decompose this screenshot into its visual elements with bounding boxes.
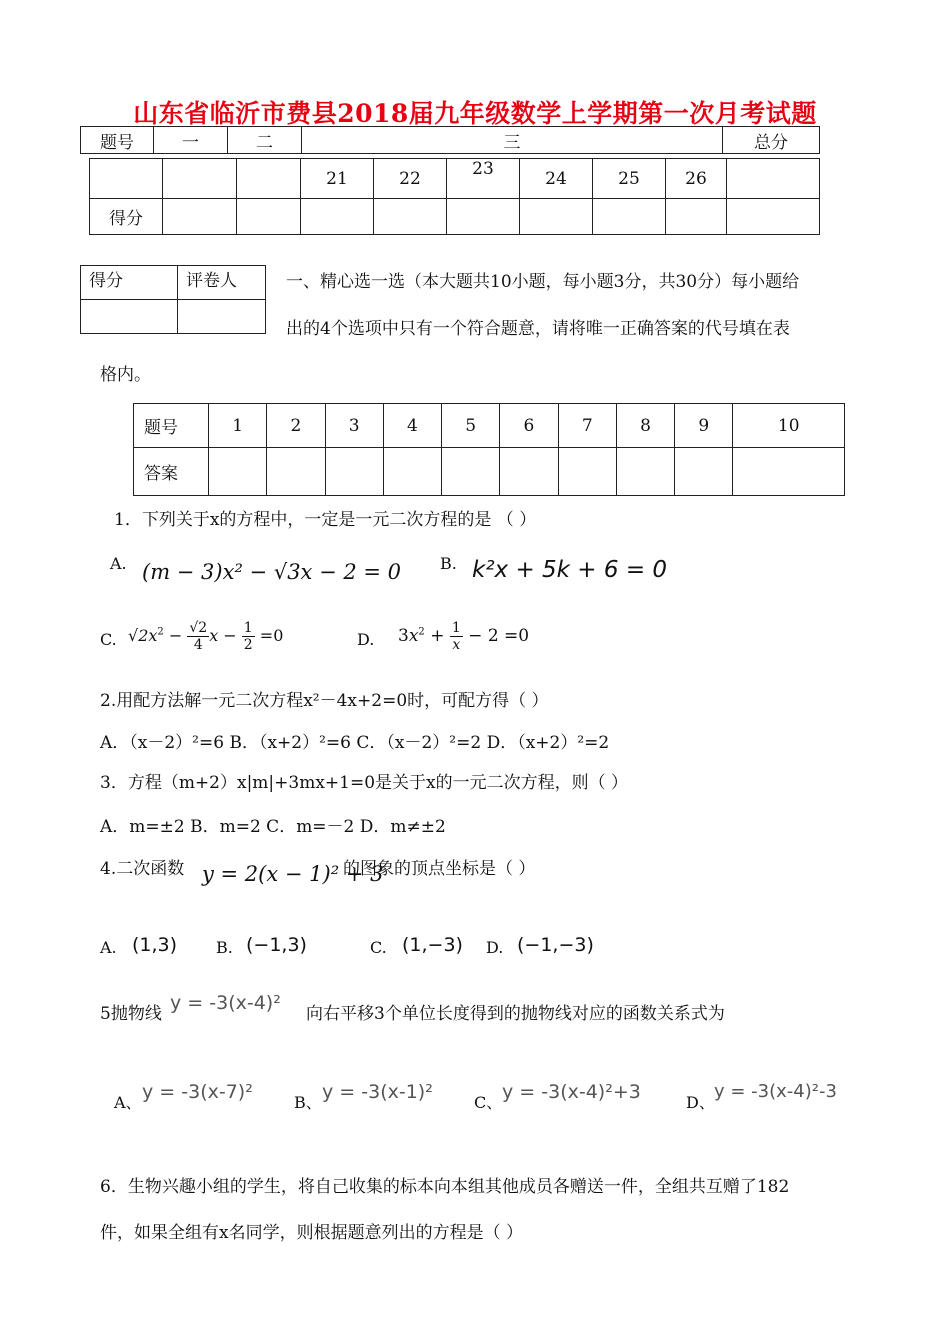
score-table [80, 126, 820, 154]
score-table-header-question: 题号 [81, 127, 154, 154]
q1-option-c-math: $√2x^2$ − $\frac{√2}{4}$ x − $\frac{1}{2}$ =0 [128, 620, 284, 653]
answer-table-num-10: 10 [733, 404, 845, 448]
q1-option-a-math: (m − 3)x² − √3x − 2 = 0 [142, 560, 402, 584]
score-cell-24: 24 [520, 159, 593, 199]
answer-table-num-2: 2 [267, 404, 325, 448]
answer-table-num-3: 3 [325, 404, 383, 448]
grader-reviewer-label: 评卷人 [178, 266, 266, 300]
score-table-header-1: 一 [154, 127, 228, 154]
q4-option-c-label: C. [370, 938, 387, 957]
q1-option-a-label: A. [110, 554, 127, 573]
q4-stem-post: 的图象的顶点坐标是（ ） [343, 859, 536, 879]
q1-option-d-label: D. [357, 630, 375, 649]
q4-option-d-math: (−1,−3) [517, 934, 594, 956]
answer-table-answer-label: 答案 [134, 448, 209, 496]
page-title: 山东省临沂市费县2018届九年级数学上学期第一次月考试题 [133, 99, 817, 128]
q1-option-b-label: B. [440, 554, 457, 573]
section1-line2: 出的4个选项中只有一个符合题意，请将唯一正确答案的代号填在表 [286, 319, 790, 339]
score-table-header-3: 三 [302, 127, 723, 154]
q1-option-b-math: k²x + 5k + 6 = 0 [472, 557, 668, 583]
answer-table-num-4: 4 [383, 404, 441, 448]
answer-table-num-5: 5 [442, 404, 500, 448]
q5-stem-pre: 5抛物线 [100, 1004, 162, 1024]
q4-option-a-label: A. [100, 938, 117, 957]
q4-option-b-math: (−1,3) [246, 934, 307, 956]
answer-table-num-9: 9 [675, 404, 733, 448]
score-cell-22: 22 [374, 159, 447, 199]
q1-option-d-math: $3x^2$ + $\frac{1}{x}$ − 2 =0 [398, 620, 530, 653]
q1-stem: 1．下列关于x的方程中，一定是一元二次方程的是 （ ） [114, 510, 537, 530]
q4-option-b-label: B. [216, 938, 233, 957]
q4-option-a-math: (1,3) [132, 934, 178, 956]
q5-option-b-label: B、 [294, 1093, 322, 1112]
q2-options: A．（x－2）²=6 B．（x+2）²=6 C．（x－2）²=2 D．（x+2）²=2 [100, 733, 610, 753]
q5-option-a-label: A、 [114, 1093, 142, 1112]
score-table-header-total: 总分 [723, 127, 820, 154]
score-row-label: 得分 [90, 199, 163, 235]
q5-option-d-math: y = -3(x-4)²-3 [714, 1081, 837, 1102]
score-table-body [89, 158, 820, 235]
q3-stem: 3．方程（m+2）x|m|+3mx+1=0是关于x的一元二次方程，则（ ） [100, 773, 629, 793]
answer-table-num-8: 8 [616, 404, 674, 448]
q5-option-c-math: y = -3(x-4)²+3 [502, 1081, 641, 1103]
q1-option-c-label: C. [100, 630, 117, 649]
q4-option-d-label: D. [486, 938, 504, 957]
q5-option-a-math: y = -3(x-7)² [142, 1081, 253, 1103]
q6-line2: 件，如果全组有x名同学，则根据题意列出的方程是（ ） [100, 1223, 523, 1243]
answer-table-num-6: 6 [500, 404, 558, 448]
q5-option-b-math: y = -3(x-1)² [322, 1081, 433, 1103]
answer-table-num-1: 1 [209, 404, 267, 448]
section1-line3: 格内。 [100, 365, 151, 385]
answer-table [133, 403, 845, 496]
score-cell-26: 26 [666, 159, 727, 199]
score-table-header-2: 二 [228, 127, 302, 154]
score-cell-21: 21 [301, 159, 374, 199]
q5-option-c-label: C、 [474, 1093, 503, 1112]
q4-stem-pre: 4.二次函数 [100, 859, 185, 879]
section1-line1: 一、精心选一选（本大题共10小题，每小题3分，共30分）每小题给 [286, 272, 800, 292]
answer-table-num-7: 7 [558, 404, 616, 448]
q4-option-c-math: (1,−3) [402, 934, 463, 956]
q4-stem-math: y = 2(x − 1)² + 3 [202, 862, 384, 886]
answer-table-question-label: 题号 [134, 404, 209, 448]
q2-stem: 2.用配方法解一元二次方程x²－4x+2=0时，可配方得（ ） [100, 691, 549, 711]
q3-options: A．m=±2 B．m=2 C．m=－2 D．m≠±2 [100, 817, 446, 837]
q6-line1: 6．生物兴趣小组的学生，将自己收集的标本向本组其他成员各赠送一件，全组共互赠了182 [100, 1177, 790, 1197]
grader-table [80, 265, 266, 334]
score-cell-23: 23 [447, 159, 520, 199]
q5-stem-post: 向右平移3个单位长度得到的抛物线对应的函数关系式为 [306, 1004, 725, 1024]
score-cell-25: 25 [593, 159, 666, 199]
q5-option-d-label: D、 [686, 1093, 715, 1112]
grader-score-label: 得分 [81, 266, 178, 300]
q5-stem-math: y = -3(x-4)² [170, 992, 281, 1014]
